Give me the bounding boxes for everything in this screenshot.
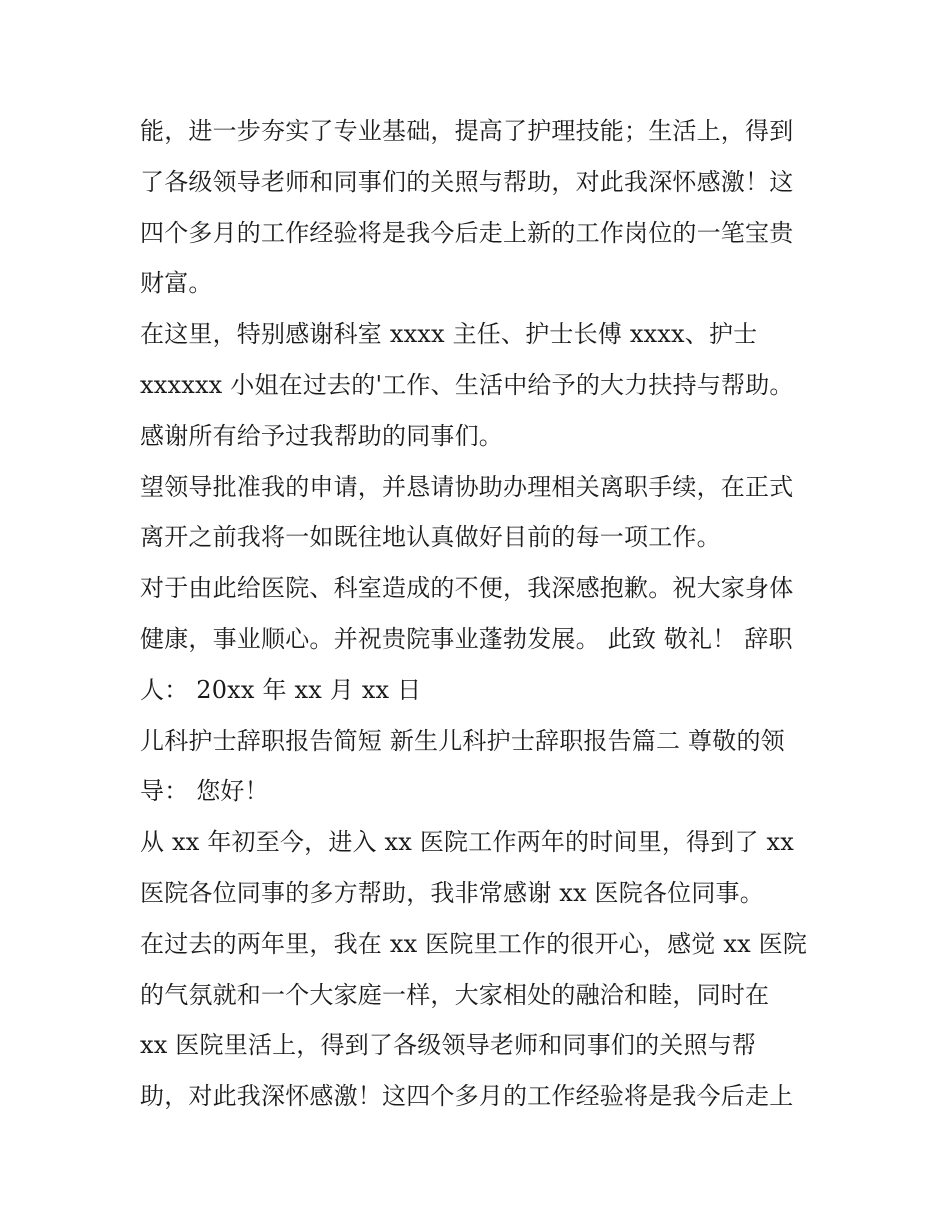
text-line-16: 医院各位同事的多方帮助，我非常感谢 xx 医院各位同事。 [140, 878, 764, 907]
text-line-6: xxxxxx 小姐在过去的'工作、生活中给予的大力扶持与帮助。 [140, 370, 794, 399]
text-line-1: 能，进一步夯实了专业基础，提高了护理技能；生活上，得到 [140, 117, 794, 145]
text-line-9: 离开之前我将一如既往地认真做好目前的每一项工作。 [140, 523, 721, 552]
text-line-18: 的气氛就和一个大家庭一样，大家相处的融洽和睦，同时在 [140, 980, 770, 1009]
text-line-8: 望领导批准我的申请，并恳请协助办理相关离职手续，在正式 [140, 472, 794, 501]
text-line-17: 在过去的两年里，我在 xx 医院里工作的很开心，感觉 xx 医院 [140, 929, 808, 958]
text-line-2: 了各级领导老师和同事们的关照与帮助，对此我深怀感激！这 [140, 167, 794, 196]
text-line-10: 对于由此给医院、科室造成的不便，我深感抱歉。祝大家身体 [140, 574, 794, 603]
text-line-15: 从 xx 年初至今，进入 xx 医院工作两年的时间里，得到了 xx [140, 828, 794, 857]
text-line-4: 财富。 [140, 269, 213, 298]
text-line-11: 健康，事业顺心。并祝贵院事业蓬勃发展。 此致 敬礼！ 辞职 [140, 624, 793, 653]
text-line-5: 在这里，特别感谢科室 xxxx 主任、护士长傅 xxxx、护士 [140, 320, 758, 349]
text-line-7: 感谢所有给予过我帮助的同事们。 [140, 421, 503, 450]
text-line-13: 儿科护士辞职报告简短 新生儿科护士辞职报告篇二 尊敬的领 [140, 726, 785, 755]
text-line-20: 助，对此我深怀感激！这四个多月的工作经验将是我今后走上 [140, 1082, 794, 1111]
document-body [140, 106, 820, 1122]
text-line-12: 人： 20xx 年 xx 月 xx 日 [140, 675, 422, 704]
text-line-3: 四个多月的工作经验将是我今后走上新的工作岗位的一笔宝贵 [140, 218, 794, 247]
text-line-19: xx 医院里活上，得到了各级领导老师和同事们的关照与帮 [140, 1031, 757, 1060]
text-line-14: 导： 您好！ [140, 777, 269, 806]
